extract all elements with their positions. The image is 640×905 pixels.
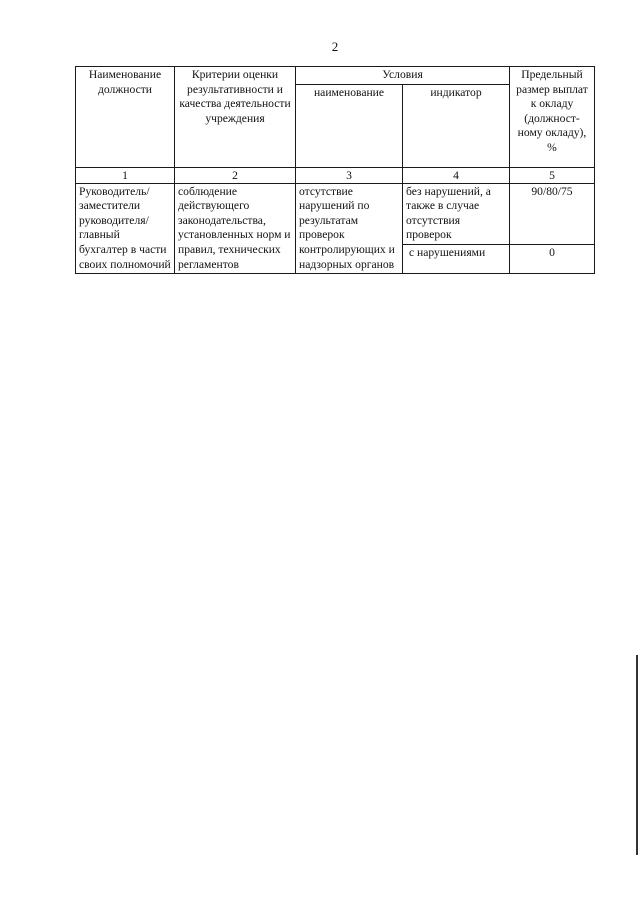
cell-value-with-violations: 0 — [510, 244, 595, 273]
column-number-1: 1 — [76, 167, 175, 183]
cell-position: Руководитель/ заместители руководителя/ главный бухгалтер в части своих полномочий — [76, 183, 175, 274]
header-conditions-name: наименование — [296, 84, 403, 167]
column-number-3: 3 — [296, 167, 403, 183]
cell-indicator-with-violations: с нарушениями — [403, 244, 510, 273]
cell-indicator-no-violations: без нарушений, а также в случае отсутствия проверок — [403, 183, 510, 244]
header-row — [76, 67, 595, 85]
cell-value-no-violations: 90/80/75 — [510, 183, 595, 244]
column-number-4: 4 — [403, 167, 510, 183]
header-conditions: Условия — [296, 67, 510, 85]
scan-edge-line — [636, 655, 638, 855]
column-number-row — [76, 167, 595, 183]
criteria-table — [75, 66, 595, 274]
header-position: Наименование должности — [76, 67, 175, 168]
column-number-5: 5 — [510, 167, 595, 183]
header-max-payment: Предельный размер выплат к окладу (должност-ному окладу), % — [510, 67, 595, 168]
page-number: 2 — [331, 39, 339, 54]
header-conditions-indicator: индикатор — [403, 84, 510, 167]
header-criteria: Критерии оценки результативности и качества деятельности учреждения — [175, 67, 296, 168]
table-row — [76, 183, 595, 244]
cell-condition-name: отсутствие нарушений по результатам проверок контролирующих и надзорных органов — [296, 183, 403, 274]
column-number-2: 2 — [175, 167, 296, 183]
cell-criteria: соблюдение действующего законодательства, установленных норм и правил, технических регламентов — [175, 183, 296, 274]
